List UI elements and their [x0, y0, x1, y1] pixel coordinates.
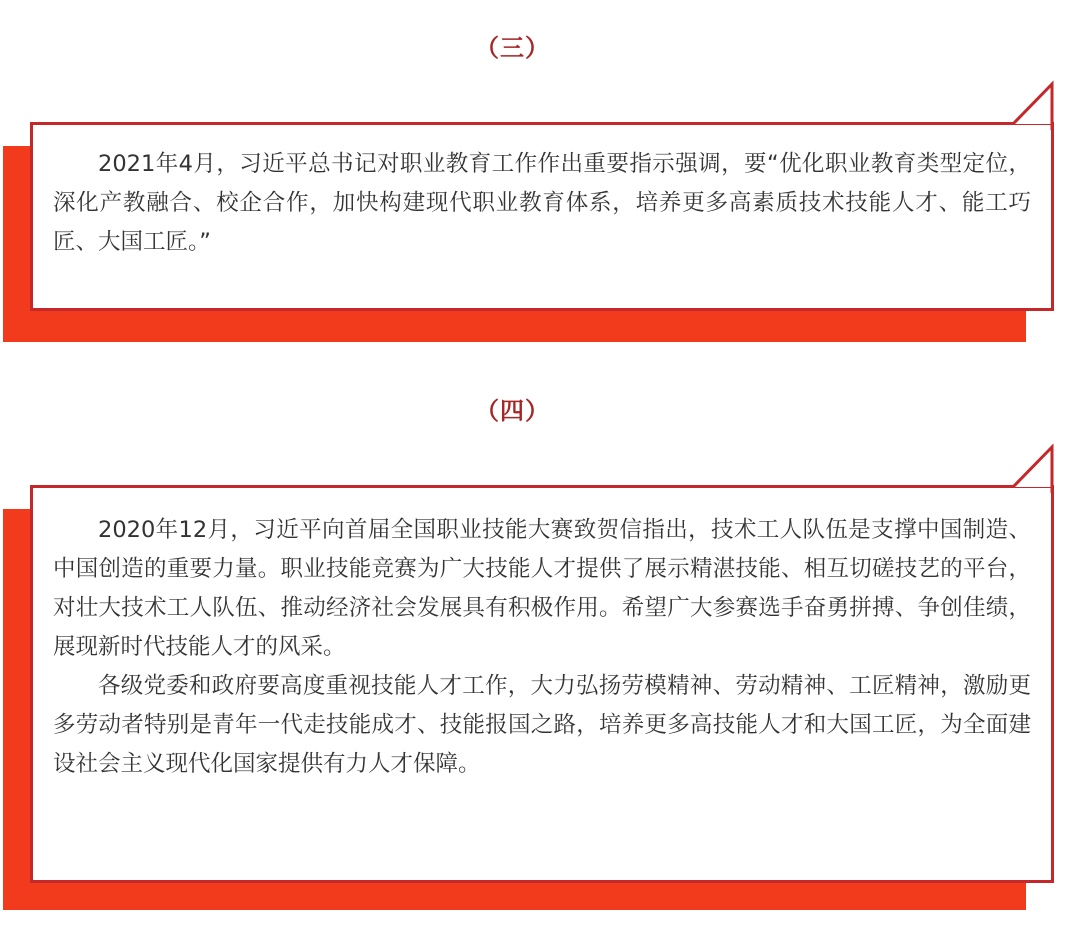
card-frame — [30, 485, 1054, 883]
paragraph: 2021年4月，习近平总书记对职业教育工作作出重要指示强调，要“优化职业教育类型定位，深化产教融合、校企合作，加快构建现代职业教育体系，培养更多高素质技术技能人才、能工巧匠、大国工匠。” — [53, 151, 1031, 255]
quote-card-4 — [0, 443, 1091, 923]
card-text-3 — [53, 145, 1031, 262]
section-title-3: （三） — [475, 34, 550, 62]
speech-corner-decoration — [1010, 80, 1060, 130]
card-frame — [30, 122, 1054, 311]
paragraph: 各级党委和政府要高度重视技能人才工作，大力弘扬劳模精神、劳动精神、工匠精神，激励更多劳动者特别是青年一代走技能成才、技能报国之路，培养更多高技能人才和大国工匠，为全面建设社会主义现代化国家提供有力人才保障。 — [53, 673, 1031, 777]
section-title-4: （四） — [475, 397, 550, 425]
quote-card-3 — [0, 80, 1091, 350]
card-text-4 — [53, 511, 1031, 784]
speech-corner-decoration — [1010, 443, 1060, 493]
paragraph: 2020年12月，习近平向首届全国职业技能大赛致贺信指出，技术工人队伍是支撑中国制造、中国创造的重要力量。职业技能竞赛为广大技能人才提供了展示精湛技能、相互切磋技艺的平台，对壮大技术工人队伍、推动经济社会发展具有积极作用。希望广大参赛选手奋勇拼搏、争创佳绩，展现新时代技能人才的风采。 — [53, 517, 1031, 660]
